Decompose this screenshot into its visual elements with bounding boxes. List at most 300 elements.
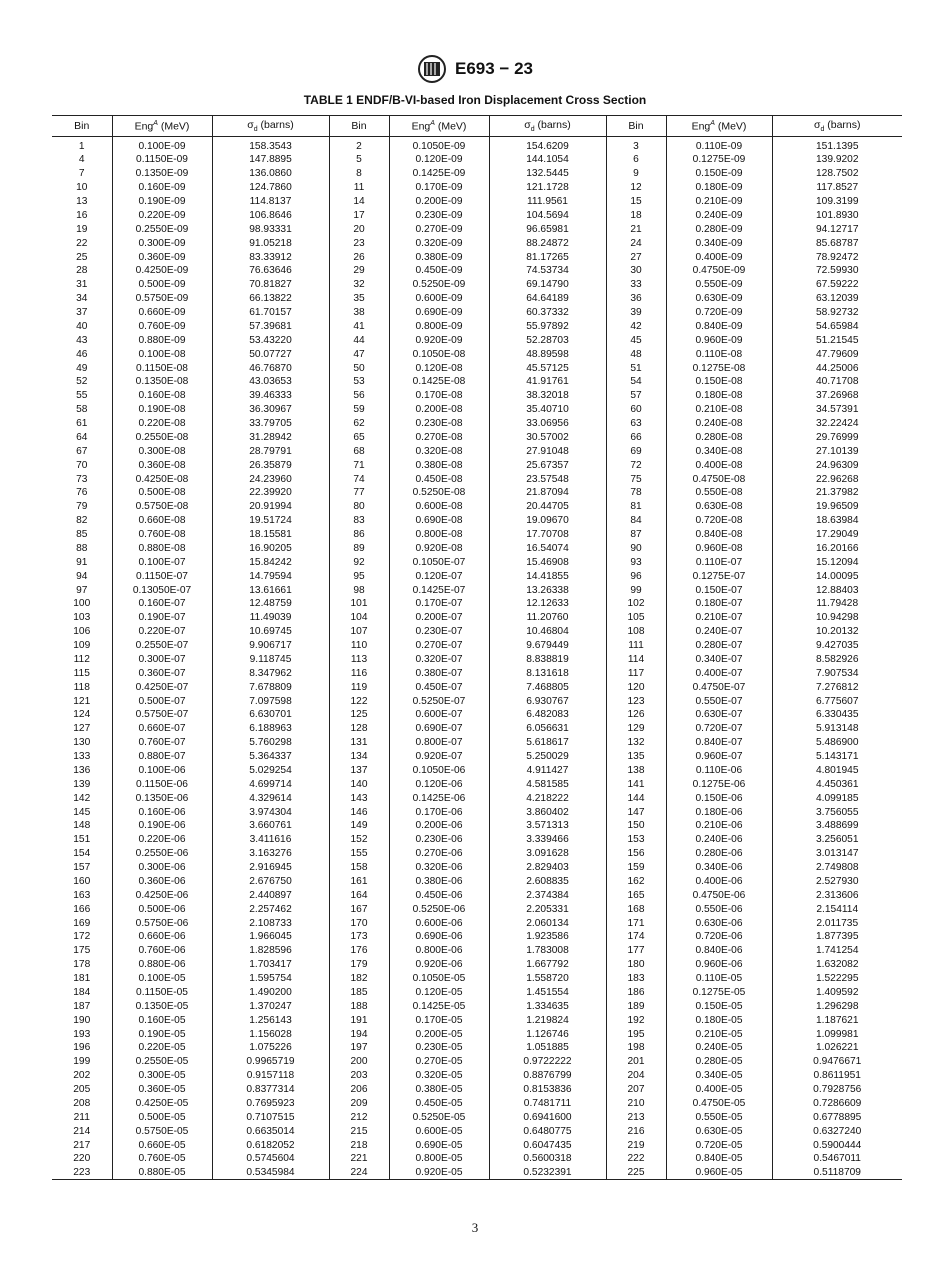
cross-section-cell: 147.8895 [212,153,329,167]
energy-cell: 0.500E-05 [112,1110,212,1124]
cross-section-cell: 98.93331 [212,222,329,236]
bin-cell: 194 [329,1027,389,1041]
energy-cell: 0.760E-05 [112,1152,212,1166]
sigma-symbol: σ [813,118,821,131]
energy-cell: 0.660E-05 [112,1138,212,1152]
energy-cell: 0.110E-06 [666,764,772,778]
cross-section-cell: 12.48759 [212,597,329,611]
energy-cell: 0.380E-06 [389,875,489,889]
table-row [52,472,902,486]
energy-cell: 0.4250E-08 [112,472,212,486]
energy-cell: 0.550E-05 [666,1110,772,1124]
table-row [52,958,902,972]
bin-cell: 122 [329,694,389,708]
table-row [52,861,902,875]
table-row [52,1027,902,1041]
cross-section-cell: 2.060134 [489,916,606,930]
bin-cell: 101 [329,597,389,611]
bin-cell: 36 [606,292,666,306]
cross-section-header [212,116,329,137]
energy-cell: 0.5750E-06 [112,916,212,930]
cross-section-cell: 21.87094 [489,486,606,500]
energy-footnote-mark: A [710,119,715,127]
energy-cell: 0.500E-08 [112,486,212,500]
bin-cell: 191 [329,1013,389,1027]
bin-cell: 100 [73,598,91,610]
bin-cell: 186 [606,986,666,1000]
cross-section-cell: 48.89598 [489,347,606,361]
table-row [52,847,902,861]
energy-cell: 0.1050E-05 [389,972,489,986]
bin-cell: 160 [73,875,91,887]
cross-section-cell: 38.32018 [489,389,606,403]
cross-section-cell: 11.20760 [489,611,606,625]
energy-unit: (MeV) [714,120,747,133]
energy-cell: 0.110E-07 [666,555,772,569]
cross-section-cell: 3.571313 [489,819,606,833]
bin-cell: 2 [329,137,389,154]
cross-section-cell: 52.28703 [489,333,606,347]
bin-cell: 44 [329,333,389,347]
bin-cell: 149 [329,819,389,833]
bin-cell: 9 [606,167,666,181]
bin-cell: 12 [606,181,666,195]
energy-cell: 0.4750E-06 [666,888,772,902]
cross-section-cell: 1.632082 [772,958,902,972]
energy-cell: 0.120E-06 [389,777,489,791]
energy-cell: 0.160E-07 [112,597,212,611]
energy-cell: 0.120E-09 [389,153,489,167]
table-row [52,694,902,708]
bin-cell: 198 [606,1041,666,1055]
cross-section-cell: 1.595754 [212,972,329,986]
energy-cell: 0.210E-09 [666,195,772,209]
cross-section-cell: 4.218222 [489,791,606,805]
table-row [52,666,902,680]
energy-cell: 0.1350E-09 [112,167,212,181]
cross-section-cell: 18.15581 [212,528,329,542]
table-row [52,986,902,1000]
table-row [52,167,902,181]
bin-cell: 218 [329,1138,389,1152]
energy-cell: 0.2550E-09 [112,222,212,236]
bin-cell: 21 [606,222,666,236]
table-row [52,708,902,722]
energy-cell: 0.180E-09 [666,181,772,195]
cross-section-cell: 19.51724 [212,514,329,528]
bin-cell: 92 [329,555,389,569]
cross-section-cell: 0.9476671 [772,1055,902,1069]
bin-cell: 173 [329,930,389,944]
energy-cell: 0.690E-07 [389,722,489,736]
bin-cell: 175 [73,945,91,957]
bin-cell: 189 [606,999,666,1013]
bin-cell: 54 [606,375,666,389]
table-row [52,569,902,583]
astm-logo-icon [417,54,447,84]
cross-section-cell: 1.051885 [489,1041,606,1055]
energy-cell: 0.160E-06 [112,805,212,819]
bin-cell: 108 [606,625,666,639]
bin-cell: 99 [606,583,666,597]
bin-cell: 132 [606,736,666,750]
table-row [52,777,902,791]
cross-section-cell: 2.374384 [489,888,606,902]
bin-cell: 128 [329,722,389,736]
bin-cell: 26 [329,250,389,264]
cross-section-cell: 11.49039 [212,611,329,625]
cross-section-cell: 117.8527 [772,181,902,195]
cross-section-cell: 6.930767 [489,694,606,708]
energy-cell: 0.270E-09 [389,222,489,236]
bin-cell: 125 [329,708,389,722]
energy-cell: 0.1275E-07 [666,569,772,583]
bin-cell: 197 [329,1041,389,1055]
cross-section-cell: 0.7107515 [212,1110,329,1124]
bin-cell: 179 [329,958,389,972]
bin-cell: 107 [329,625,389,639]
energy-cell: 0.1050E-09 [389,137,489,154]
table-row [52,1124,902,1138]
cross-section-cell: 2.011735 [772,916,902,930]
bin-cell: 209 [329,1097,389,1111]
energy-cell: 0.120E-05 [389,986,489,1000]
cross-section-cell: 43.03653 [212,375,329,389]
cross-section-cell: 17.70708 [489,528,606,542]
bin-cell: 223 [52,1166,112,1180]
table-row [52,458,902,472]
cross-section-cell: 1.828596 [212,944,329,958]
cross-section-cell: 27.10139 [772,444,902,458]
cross-section-cell: 33.79705 [212,417,329,431]
energy-cell: 0.920E-08 [389,542,489,556]
energy-cell: 0.1150E-09 [112,153,212,167]
cross-section-cell: 22.96268 [772,472,902,486]
energy-cell: 0.380E-09 [389,250,489,264]
sigma-symbol: σ [524,118,531,131]
bin-cell: 106 [73,626,91,638]
energy-cell: 0.160E-08 [112,389,212,403]
cross-section-cell: 19.96509 [772,500,902,514]
energy-cell: 0.5750E-09 [112,292,212,306]
cross-section-cell: 0.6047435 [489,1138,606,1152]
bin-cell: 130 [73,737,91,749]
table-row [52,999,902,1013]
cross-section-cell: 104.5694 [489,209,606,223]
table-row [52,1069,902,1083]
cross-section-cell: 7.276812 [772,680,902,694]
bin-cell: 80 [329,500,389,514]
sigma-subscript: d [820,126,825,134]
cross-section-cell: 0.9965719 [212,1055,329,1069]
bin-cell: 153 [606,833,666,847]
bin-cell: 72 [606,458,666,472]
cross-section-cell: 1.126746 [489,1027,606,1041]
cross-section-cell: 2.829403 [489,861,606,875]
cross-section-cell: 23.57548 [489,472,606,486]
energy-cell: 0.690E-05 [389,1138,489,1152]
energy-cell: 0.2550E-07 [112,639,212,653]
cross-section-cell: 15.46908 [489,555,606,569]
bin-cell: 81 [606,500,666,514]
cross-section-cell: 74.53734 [489,264,606,278]
bin-cell: 200 [329,1055,389,1069]
cross-section-cell: 13.61661 [212,583,329,597]
energy-cell: 0.170E-06 [389,805,489,819]
bin-cell: 93 [606,555,666,569]
table-row [52,347,902,361]
cross-section-cell: 5.029254 [212,764,329,778]
energy-cell: 0.1425E-08 [389,375,489,389]
energy-cell: 0.340E-07 [666,653,772,667]
energy-cell: 0.190E-07 [112,611,212,625]
bin-cell: 84 [606,514,666,528]
bin-cell: 51 [606,361,666,375]
bin-cell: 216 [606,1124,666,1138]
table-row [52,555,902,569]
bin-cell: 123 [606,694,666,708]
cross-section-cell: 13.26338 [489,583,606,597]
bin-cell: 105 [606,611,666,625]
bin-cell: 11 [329,181,389,195]
energy-cell: 0.880E-05 [112,1166,212,1180]
cross-section-cell: 76.63646 [212,264,329,278]
energy-cell: 0.4750E-09 [666,264,772,278]
bin-cell: 37 [76,307,88,319]
bin-cell: 221 [329,1152,389,1166]
energy-cell: 0.200E-09 [389,195,489,209]
cross-section-cell: 0.7695923 [212,1097,329,1111]
energy-cell: 0.720E-05 [666,1138,772,1152]
cross-section-cell: 9.427035 [772,639,902,653]
bin-cell: 155 [329,847,389,861]
cross-section-cell: 0.6182052 [212,1138,329,1152]
table-row [52,583,902,597]
document-header [0,52,950,86]
cross-section-cell: 124.7860 [212,181,329,195]
bin-cell: 50 [329,361,389,375]
table-row [52,195,902,209]
energy-cell: 0.960E-09 [666,333,772,347]
cross-section-cell: 1.256143 [212,1013,329,1027]
table-row [52,306,902,320]
energy-cell: 0.120E-08 [389,361,489,375]
bin-cell: 10 [76,182,88,194]
energy-cell: 0.110E-05 [666,972,772,986]
energy-cell: 0.5250E-06 [389,902,489,916]
bin-cell: 137 [329,764,389,778]
cross-section-cell: 51.21545 [772,333,902,347]
bin-cell: 202 [73,1070,91,1082]
cross-section-cell: 17.29049 [772,528,902,542]
cross-section-cell: 9.118745 [212,653,329,667]
energy-cell: 0.190E-06 [112,819,212,833]
table-row [52,236,902,250]
cross-section-cell: 0.8611951 [772,1069,902,1083]
cross-section-cell: 121.1728 [489,181,606,195]
energy-cell: 0.1150E-08 [112,361,212,375]
table-row [52,875,902,889]
energy-label: Eng [134,120,154,133]
cross-section-cell: 5.913148 [772,722,902,736]
bin-cell: 57 [606,389,666,403]
cross-section-cell: 111.9561 [489,195,606,209]
table-row [52,514,902,528]
energy-cell: 0.600E-09 [389,292,489,306]
bin-cell: 213 [606,1110,666,1124]
energy-cell: 0.5750E-05 [112,1124,212,1138]
cross-section-cell: 3.013147 [772,847,902,861]
bin-cell: 135 [606,750,666,764]
energy-cell: 0.920E-06 [389,958,489,972]
energy-unit: (MeV) [434,120,467,133]
energy-cell: 0.800E-07 [389,736,489,750]
table-row [52,209,902,223]
energy-cell: 0.230E-05 [389,1041,489,1055]
bin-cell: 73 [76,473,88,485]
bin-cell: 104 [329,611,389,625]
cross-section-cell: 3.091628 [489,847,606,861]
bin-cell: 17 [329,209,389,223]
energy-cell: 0.200E-07 [389,611,489,625]
bin-cell: 34 [76,293,88,305]
energy-cell: 0.720E-09 [666,306,772,320]
bin-cell: 167 [329,902,389,916]
energy-cell: 0.220E-09 [112,209,212,223]
bin-cell: 126 [606,708,666,722]
energy-cell: 0.240E-07 [666,625,772,639]
cross-section-cell: 5.143171 [772,750,902,764]
table-row [52,791,902,805]
bin-cell: 225 [606,1166,666,1180]
energy-cell: 0.150E-05 [666,999,772,1013]
bin-cell: 18 [606,209,666,223]
bin-cell: 118 [73,681,90,693]
cross-section-cell: 4.450361 [772,777,902,791]
cross-section-cell: 0.5345984 [212,1166,329,1180]
energy-header [112,116,212,137]
table-row [52,597,902,611]
cross-section-cell: 85.68787 [772,236,902,250]
bin-cell: 85 [76,529,88,541]
energy-cell: 0.300E-06 [112,861,212,875]
bin-cell: 58 [76,404,88,416]
bin-cell: 95 [329,569,389,583]
table-row [52,625,902,639]
bin-cell: 29 [329,264,389,278]
energy-cell: 0.170E-05 [389,1013,489,1027]
cross-section-cell: 0.8153836 [489,1083,606,1097]
energy-cell: 0.280E-06 [666,847,772,861]
energy-cell: 0.110E-08 [666,347,772,361]
bin-cell: 35 [329,292,389,306]
energy-cell: 0.220E-06 [112,833,212,847]
energy-cell: 0.160E-09 [112,181,212,195]
energy-cell: 0.270E-08 [389,431,489,445]
table-row [52,722,902,736]
energy-label: Eng [691,120,711,133]
cross-section-cell: 136.0860 [212,167,329,181]
energy-cell: 0.880E-06 [112,958,212,972]
cross-section-cell: 33.06956 [489,417,606,431]
energy-cell: 0.920E-05 [389,1166,489,1180]
table-row [52,819,902,833]
bin-cell: 181 [73,973,91,985]
table-row [52,1152,902,1166]
energy-cell: 0.240E-06 [666,833,772,847]
energy-cell: 0.920E-07 [389,750,489,764]
cross-section-cell: 0.6941600 [489,1110,606,1124]
bin-cell: 140 [329,777,389,791]
energy-header [666,116,772,137]
cross-section-cell: 36.30967 [212,403,329,417]
energy-cell: 0.630E-05 [666,1124,772,1138]
energy-cell: 0.100E-08 [112,347,212,361]
bin-cell: 148 [73,820,91,832]
bin-cell: 161 [329,875,389,889]
energy-cell: 0.220E-08 [112,417,212,431]
bin-cell: 214 [73,1125,91,1137]
bin-cell: 195 [606,1027,666,1041]
bin-cell: 38 [329,306,389,320]
bin-cell: 203 [329,1069,389,1083]
energy-cell: 0.280E-09 [666,222,772,236]
cross-section-cell: 47.79609 [772,347,902,361]
bin-cell: 97 [76,584,88,596]
energy-cell: 0.340E-08 [666,444,772,458]
energy-cell: 0.550E-06 [666,902,772,916]
document-id: E693 − 23 [455,59,533,78]
bin-cell: 162 [606,875,666,889]
bin-cell: 157 [73,862,91,874]
energy-cell: 0.240E-09 [666,209,772,223]
cross-section-unit: (barns) [534,118,571,131]
energy-cell: 0.1425E-06 [389,791,489,805]
bin-cell: 139 [73,778,91,790]
bin-cell: 62 [329,417,389,431]
energy-cell: 0.210E-07 [666,611,772,625]
cross-section-cell: 2.676750 [212,875,329,889]
cross-section-cell: 1.334635 [489,999,606,1013]
energy-cell: 0.660E-07 [112,722,212,736]
bin-cell: 65 [329,431,389,445]
cross-section-cell: 0.6778895 [772,1110,902,1124]
energy-cell: 0.230E-07 [389,625,489,639]
cross-section-cell: 128.7502 [772,167,902,181]
cross-section-cell: 109.3199 [772,195,902,209]
cross-section-cell: 25.67357 [489,458,606,472]
table-row [52,444,902,458]
cross-section-cell: 0.5232391 [489,1166,606,1180]
cross-section-cell: 0.5745604 [212,1152,329,1166]
bin-cell: 217 [73,1139,91,1151]
bin-cell: 145 [73,806,91,818]
bin-cell: 159 [606,861,666,875]
bin-cell: 49 [76,362,88,374]
cross-section-cell: 3.860402 [489,805,606,819]
cross-section-cell: 27.91048 [489,444,606,458]
cross-section-cell: 2.440897 [212,888,329,902]
energy-cell: 0.210E-06 [666,819,772,833]
energy-cell: 0.690E-09 [389,306,489,320]
table-row [52,1083,902,1097]
energy-cell: 0.380E-05 [389,1083,489,1097]
table-row [52,1041,902,1055]
page-number: 3 [471,1220,479,1235]
energy-cell: 0.840E-06 [666,944,772,958]
table-row [52,1055,902,1069]
bin-cell: 8 [329,167,389,181]
